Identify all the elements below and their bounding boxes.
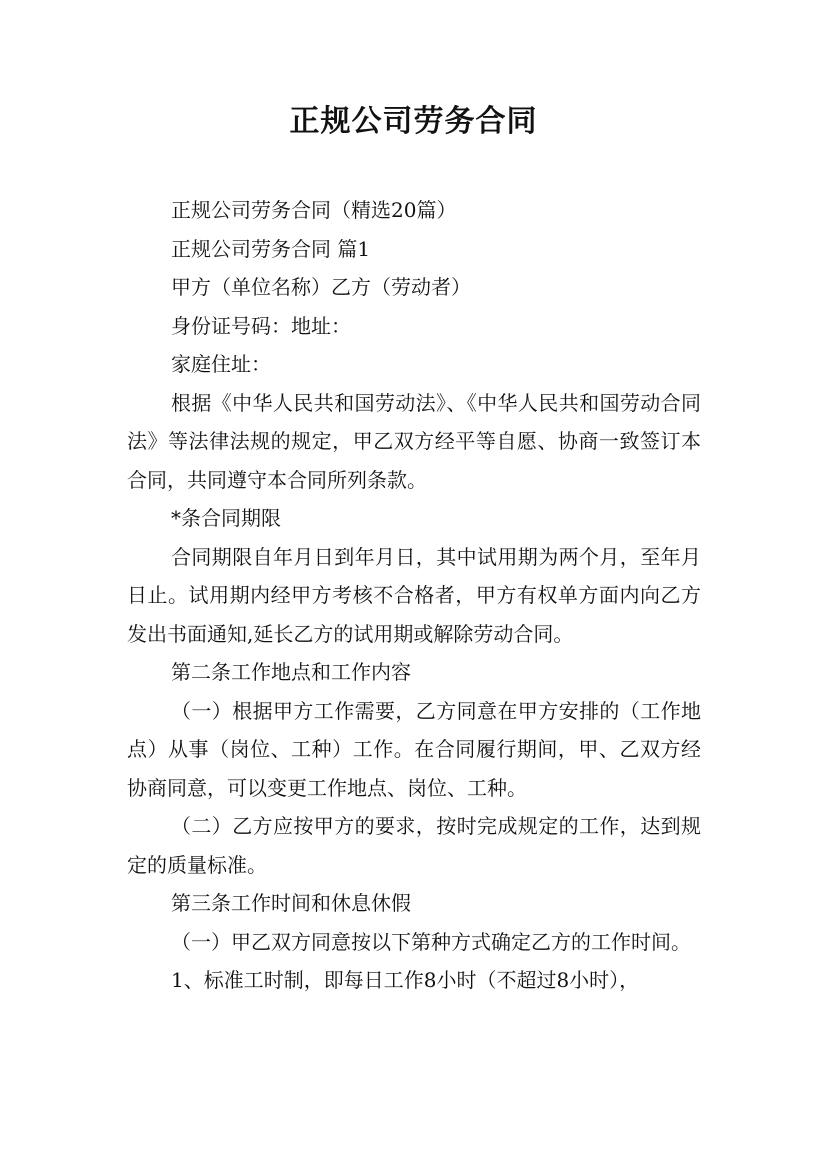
paragraph-parties: 甲方（单位名称）乙方（劳动者） [171,275,471,299]
clause-heading-term: *条合同期限 [171,506,281,530]
paragraph-term: 合同期限自年月日到年月日，其中试用期为两个月，至年月日止。试用期内经甲方考核不合格者，甲方有权单方面内向乙方发出书面通知,延长乙方的试用期或解除劳动合同。 [127,544,701,646]
document-title: 正规公司劳务合同 [289,104,538,139]
paragraph-subtitle: 正规公司劳务合同（精选20篇） [171,198,457,222]
clause-heading-hours: 第三条工作时间和休息休假 [171,891,411,915]
clause-heading-workplace: 第二条工作地点和工作内容 [171,660,411,684]
paragraph-hours-2: 1、标准工时制，即每日工作8小时（不超过8小时）， [171,968,640,992]
paragraph-workplace-1: （一）根据甲方工作需要，乙方同意在甲方安排的（工作地点）从事（岗位、工种）工作。在合同履行期间，甲、乙双方经协商同意，可以变更工作地点、岗位、工种。 [127,698,701,800]
paragraph-legal-basis: 根据《中华人民共和国劳动法》、《中华人民共和国劳动合同法》等法律法规的规定，甲乙双方经平等自愿、协商一致签订本合同，共同遵守本合同所列条款。 [127,390,701,492]
document-body [127,191,701,1000]
paragraph-section-heading: 正规公司劳务合同 篇1 [171,236,371,261]
paragraph-workplace-2: （二）乙方应按甲方的要求，按时完成规定的工作，达到规定的质量标准。 [127,814,701,877]
paragraph-id-address: 身份证号码：地址： [171,313,351,338]
paragraph-hours-1: （一）甲乙双方同意按以下第种方式确定乙方的工作时间。 [171,929,691,954]
paragraph-home-address: 家庭住址： [171,352,271,376]
